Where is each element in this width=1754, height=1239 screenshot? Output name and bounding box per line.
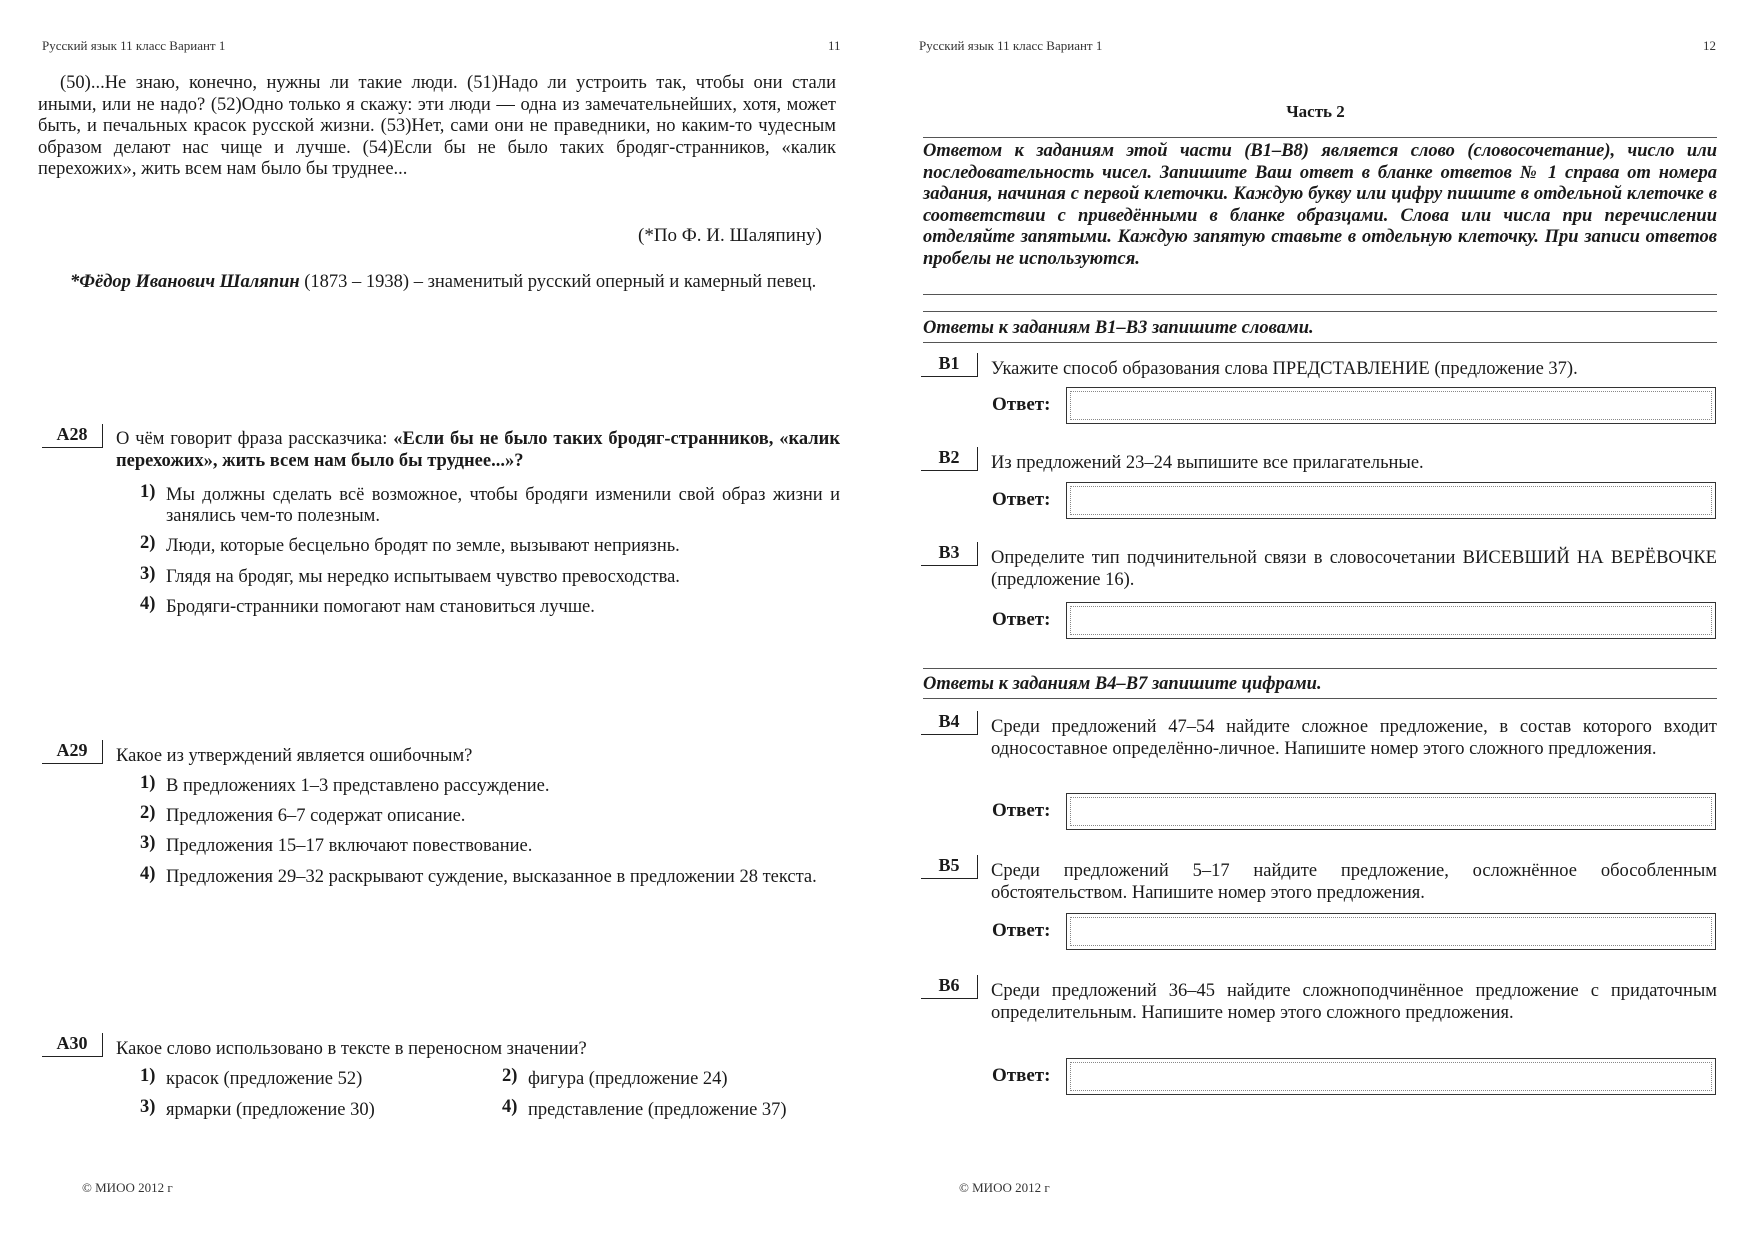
part-instructions: Ответом к заданиям этой части (В1–В8) является слово (словосочетание), число или последовательность чисел. Запишите Ваш ответ в бланке ответов № 1 справа от номера задания, начиная с первой клеточки. Каждую букву или цифру пишите в отдельной клеточке в соответствии с приведёнными в бланке образцами. Слова или числа при перечислении отделяйте запятыми. Каждую запятую ставьте в отдельную клеточку. При записи ответов пробелы не используются. bbox=[923, 141, 1717, 269]
passage-text: (50)...Не знаю, конечно, нужны ли такие люди. (51)Надо ли устроить так, чтобы они стали иными, или не надо? (52)Одно только я скажу: эти люди — одна из замечательнейших, хотя, может быть, и печальных красок русской жизни. (53)Нет, сами они не праведники, но каким-то чудесным образом делают нас чище и лучше. (54)Если бы не было таких бродяг-странников, «калик перехожих», жить всем нам было бы труднее... bbox=[38, 73, 836, 179]
answer-label: Ответ: bbox=[992, 1065, 1051, 1086]
option-text: Бродяги-странники помогают нам становиться лучше. bbox=[166, 597, 595, 617]
answer-box-b3[interactable] bbox=[1066, 602, 1716, 639]
answer-label: Ответ: bbox=[992, 394, 1051, 415]
task-b5-text: Среди предложений 5–17 найдите предложение, осложнённое обособленным обстоятельством. Напишите номер этого предложения. bbox=[991, 861, 1717, 903]
part-title: Часть 2 bbox=[1286, 102, 1345, 121]
page-header: Русский язык 11 класс Вариант 1 bbox=[919, 38, 1103, 53]
page-footer: © МИОО 2012 г bbox=[82, 1180, 173, 1195]
footnote-name: *Фёдор Иванович Шаляпин bbox=[70, 272, 300, 292]
answer-box-b5[interactable] bbox=[1066, 913, 1716, 950]
option-text: Глядя на бродяг, мы нередко испытываем чувство превосходства. bbox=[166, 567, 680, 587]
option-number: 2) bbox=[140, 803, 156, 823]
option-text: Предложения 29–32 раскрывают суждение, высказанное в предложении 28 текста. bbox=[166, 867, 817, 887]
task-label-b1: B1 bbox=[921, 353, 978, 377]
option-text: Мы должны сделать всё возможное, чтобы бродяги изменили свой образ жизни и занялись чем-то полезным. bbox=[166, 485, 840, 526]
answer-box-b6[interactable] bbox=[1066, 1058, 1716, 1095]
option-number: 2) bbox=[140, 533, 156, 553]
answer-box-b2[interactable] bbox=[1066, 482, 1716, 519]
option-number: 1) bbox=[140, 482, 156, 502]
option-text: представление (предложение 37) bbox=[528, 1100, 787, 1120]
page-number: 12 bbox=[1703, 38, 1716, 53]
task-label-a28: A28 bbox=[42, 424, 103, 448]
divider bbox=[923, 698, 1717, 699]
divider bbox=[923, 668, 1717, 669]
option-number: 3) bbox=[140, 1097, 156, 1117]
answer-label: Ответ: bbox=[992, 609, 1051, 630]
task-label-b5: B5 bbox=[921, 855, 978, 879]
task-b1-text: Укажите способ образования слова ПРЕДСТАВЛЕНИЕ (предложение 37). bbox=[991, 359, 1578, 379]
page-number: 11 bbox=[828, 38, 841, 53]
answer-box-b4[interactable] bbox=[1066, 793, 1716, 830]
option-text: фигура (предложение 24) bbox=[528, 1069, 728, 1089]
right-page bbox=[877, 0, 1754, 1239]
task-label-b4: B4 bbox=[921, 711, 978, 735]
passage-attribution: (*По Ф. И. Шаляпину) bbox=[638, 225, 822, 246]
page-header: Русский язык 11 класс Вариант 1 bbox=[42, 38, 226, 53]
task-b2-text: Из предложений 23–24 выпишите все прилагательные. bbox=[991, 453, 1424, 473]
question-a28-quote: «Если бы не было таких бродяг-странников, «калик перехожих», жить всем нам было бы труднее...»? bbox=[116, 429, 840, 471]
answer-label: Ответ: bbox=[992, 920, 1051, 941]
task-label-b6: B6 bbox=[921, 975, 978, 999]
section-title-words: Ответы к заданиям В1–В3 запишите словами. bbox=[923, 318, 1314, 338]
question-a29: Какое из утверждений является ошибочным? bbox=[116, 746, 473, 766]
option-number: 4) bbox=[140, 594, 156, 614]
footnote-text: (1873 – 1938) – знаменитый русский оперный и камерный певец. bbox=[299, 272, 817, 292]
option-text: красок (предложение 52) bbox=[166, 1069, 363, 1089]
option-text: Предложения 6–7 содержат описание. bbox=[166, 806, 466, 826]
divider bbox=[923, 342, 1717, 343]
option-number: 1) bbox=[140, 1066, 156, 1086]
task-b6-text: Среди предложений 36–45 найдите сложноподчинённое предложение с придаточным определительным. Напишите номер этого сложного предложения. bbox=[991, 981, 1717, 1023]
task-label-a30: A30 bbox=[42, 1033, 103, 1057]
option-text: ярмарки (предложение 30) bbox=[166, 1100, 375, 1120]
divider bbox=[923, 294, 1717, 295]
answer-box-b1[interactable] bbox=[1066, 387, 1716, 424]
task-b4-text: Среди предложений 47–54 найдите сложное предложение, в состав которого входит односоставное определённо-личное. Напишите номер этого сложного предложения. bbox=[991, 717, 1717, 759]
answer-label: Ответ: bbox=[992, 800, 1051, 821]
option-text: Люди, которые бесцельно бродят по земле, вызывают неприязнь. bbox=[166, 536, 680, 556]
question-a28 bbox=[116, 428, 840, 472]
task-b3-text: Определите тип подчинительной связи в словосочетании ВИСЕВШИЙ НА ВЕРЁВОЧКЕ (предложение 16). bbox=[991, 548, 1717, 590]
option-number: 2) bbox=[502, 1066, 518, 1086]
section-title-digits: Ответы к заданиям В4–В7 запишите цифрами. bbox=[923, 674, 1322, 694]
option-number: 3) bbox=[140, 833, 156, 853]
footnote bbox=[38, 272, 843, 294]
task-label-b3: B3 bbox=[921, 542, 978, 566]
question-a28-intro: О чём говорит фраза рассказчика: bbox=[116, 429, 394, 449]
task-label-b2: B2 bbox=[921, 447, 978, 471]
option-number: 4) bbox=[140, 864, 156, 884]
option-text: В предложениях 1–3 представлено рассуждение. bbox=[166, 776, 550, 796]
divider bbox=[923, 311, 1717, 312]
option-number: 3) bbox=[140, 564, 156, 584]
option-number: 4) bbox=[502, 1097, 518, 1117]
option-text: Предложения 15–17 включают повествование. bbox=[166, 836, 533, 856]
task-label-a29: A29 bbox=[42, 740, 103, 764]
page-footer: © МИОО 2012 г bbox=[959, 1180, 1050, 1195]
divider bbox=[923, 137, 1717, 138]
question-a30: Какое слово использовано в тексте в переносном значении? bbox=[116, 1039, 587, 1059]
answer-label: Ответ: bbox=[992, 489, 1051, 510]
option-number: 1) bbox=[140, 773, 156, 793]
